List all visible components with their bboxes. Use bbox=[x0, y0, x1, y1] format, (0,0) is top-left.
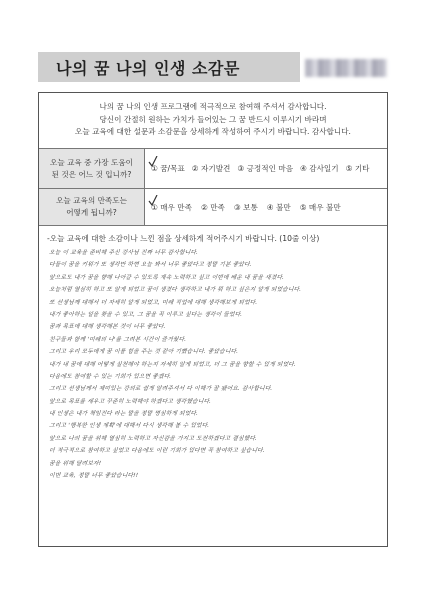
question-1-options bbox=[151, 149, 383, 188]
question-2-row bbox=[39, 188, 387, 226]
response-line: 그리고 우리 모두에게 꿈 이룰 힘을 주는 것 같아 기뻤습니다. 좋았습니다. bbox=[48, 349, 239, 356]
response-line: 내 인생은 내가 책임진다 라는 말을 정말 명심하게 되었다. bbox=[48, 411, 199, 418]
q1-option-label: ① 꿈/목표 bbox=[151, 164, 185, 173]
question-1-row bbox=[39, 148, 387, 188]
q1-option-5[interactable] bbox=[346, 163, 370, 174]
freeform-heading: -오늘 교육에 대한 소감이나 느낀 점을 상세하게 적어주시기 바랍니다. (10줄 이상) bbox=[47, 234, 320, 243]
page-title: 나의 꿈 나의 인생 소감문 bbox=[56, 58, 240, 78]
redacted-name-field bbox=[305, 59, 387, 77]
response-line: 그리고 선생님께서 재미있는 강의로 쉽게 알려주셔서 다 이해가 잘 됐어요. 감사합니다. bbox=[48, 386, 273, 393]
q1-option-label: ② 자기발견 bbox=[191, 164, 231, 173]
question-2-label bbox=[39, 189, 145, 225]
q2-option-label: ⑤ 매우 불만 bbox=[299, 202, 341, 212]
q1-option-4[interactable] bbox=[300, 163, 339, 174]
q2-option-label: ③ 보통 bbox=[233, 202, 258, 212]
q2-option-4[interactable] bbox=[267, 202, 291, 213]
q1-option-1[interactable] bbox=[151, 163, 185, 174]
q1-option-label: ④ 감사일기 bbox=[300, 164, 339, 173]
response-line: 다음에도 참여할 수 있는 기회가 있으면 좋겠다. bbox=[48, 373, 172, 380]
response-line: 이번 교육, 정말 너무 좋았습니다!! bbox=[48, 473, 139, 480]
question-2-label-line: 어떻게 됩니까? bbox=[66, 208, 117, 217]
q1-option-label: ③ 긍정적인 마음 bbox=[237, 164, 294, 173]
q2-option-2[interactable] bbox=[201, 202, 225, 213]
intro-line: 오늘 교육에 대한 설문과 소감문을 상세하게 작성하여 주시기 바랍니다. 감사합니다. bbox=[75, 127, 351, 136]
handwritten-response[interactable] bbox=[49, 247, 383, 482]
question-1-label-line: 된 것은 어느 것 입니까? bbox=[51, 169, 132, 179]
response-line: 꿈을 위해 달려보자! bbox=[48, 460, 102, 467]
response-line: 오늘처럼 열심히 하고 또 알게 되었고 꿈이 생겼다 생각하고 내가 뭐 하고 싶은지 알게 되었습니다. bbox=[48, 287, 302, 294]
q1-option-label: ⑤ 기타 bbox=[345, 164, 370, 173]
response-line: 앞으로 목표를 세우고 꾸준히 노력해야 하겠다고 생각했습니다. bbox=[48, 398, 212, 405]
response-line: 오늘 이 교육을 준비해 주신 강사님 진짜 너무 감사합니다. bbox=[48, 250, 199, 256]
title-banner bbox=[38, 52, 300, 82]
intro-line: 당신이 간절히 원하는 가치가 들어있는 그 꿈 반드시 이루시기 바라며 bbox=[99, 114, 327, 124]
response-line: 다들이 꿈을 키워가 또 생각만 하면 오늘 봐서 너무 좋았다고 정말 기분 좋았다. bbox=[48, 262, 252, 269]
q2-option-label: ④ 불만 bbox=[266, 202, 291, 212]
response-line: 내가 좋아하는 일을 찾을 수 있고, 그 꿈을 꼭 이루고 싶다는 생각이 들었다. bbox=[48, 311, 243, 318]
response-line: 앞으로 나의 꿈을 위해 열심히 노력하고 자신감을 가지고 도전하겠다고 결심했다. bbox=[48, 435, 258, 442]
question-2-label-line: 오늘 교육의 만족도는 bbox=[56, 196, 127, 205]
q2-option-label: ① 매우 만족 bbox=[151, 202, 192, 212]
response-line: 꿈과 목표에 대해 생각해본 것이 너무 좋았다. bbox=[48, 324, 166, 331]
response-line: 또 선생님께 대해서 더 자세히 알게 되었고, 미래 직업에 대해 생각해보게 되었다. bbox=[48, 299, 258, 306]
response-line: 더 적극적으로 참여하고 싶었고 다음에도 이런 기회가 있다면 꼭 참여하고 싶습니다. bbox=[48, 448, 266, 455]
q1-option-3[interactable] bbox=[237, 163, 293, 174]
question-2-options bbox=[151, 189, 383, 225]
question-1-label bbox=[39, 149, 145, 188]
q2-option-5[interactable] bbox=[300, 202, 341, 213]
intro-line: 나의 꿈 나의 인생 프로그램에 적극적으로 참여해 주셔서 감사합니다. bbox=[99, 102, 327, 111]
q2-option-3[interactable] bbox=[234, 202, 258, 213]
response-line: 그리고 '행복한 인생 계획'에 대해서 다시 생각해 볼 수 있었다. bbox=[48, 423, 210, 430]
response-line: 내가 내 꿈에 대해 어떻게 실천해야 하는지 자세히 알게 되었고, 더 그 꿈을 향할 수 있게 되었다. bbox=[48, 361, 297, 368]
intro-text bbox=[39, 101, 387, 139]
response-line: 친구들과 함께 '미래의 나'를 그려본 시간이 즐거웠다. bbox=[48, 336, 187, 343]
question-1-label-line: 오늘 교육 중 가장 도움이 bbox=[49, 157, 133, 167]
q2-option-label: ② 만족 bbox=[200, 202, 225, 212]
survey-form bbox=[38, 92, 388, 547]
q2-option-1[interactable] bbox=[151, 202, 192, 213]
response-line: 앞으로도 내가 꿈을 향해 나아갈 수 있도록 계속 노력하고 싶고 이번에 배운 내 꿈을 새겼다. bbox=[48, 274, 285, 281]
q1-option-2[interactable] bbox=[192, 163, 231, 174]
